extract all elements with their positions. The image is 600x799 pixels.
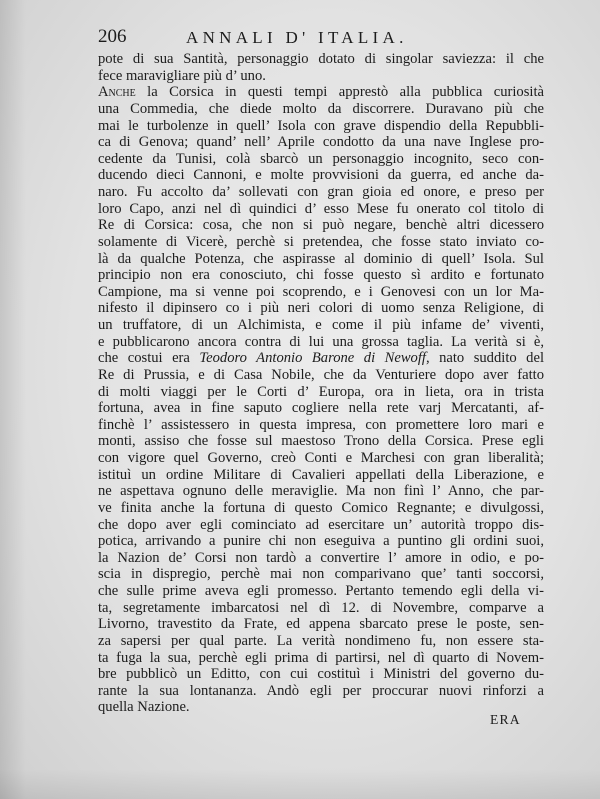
text-line bbox=[98, 683, 544, 700]
text-line bbox=[98, 566, 544, 583]
line-text: Re di Prussia, e di Casa Nobile, che da Venturiere dopo aver fatto bbox=[98, 366, 544, 383]
text-line bbox=[98, 134, 544, 151]
line-text: che dopo aver egli cominciato ad esercitare un’ autorità troppo dis- bbox=[98, 516, 544, 533]
line-text: la Nazion de’ Corsi non tardò a convertire l’ amore in odio, e po- bbox=[98, 549, 544, 566]
text-line bbox=[98, 234, 544, 251]
text-line bbox=[98, 151, 544, 168]
text-line bbox=[98, 417, 544, 434]
paragraph-lead-word: Anche bbox=[98, 84, 136, 101]
text-line bbox=[98, 51, 544, 68]
text-line bbox=[98, 384, 544, 401]
line-text: bre pubblicò un Editto, con cui costituì i Ministri del governo du- bbox=[98, 666, 544, 683]
gutter-shadow bbox=[0, 0, 26, 799]
text-line bbox=[98, 583, 544, 600]
line-text: una Commedia, che diede molto da discorrere. Duravano più che bbox=[98, 100, 544, 117]
line-text: monti, assiso che fosse sul maestoso Trono della Corsica. Prese egli bbox=[98, 433, 544, 450]
line-text: Campione, ma si venne poi scoprendo, e i Genovesi con un lor Ma- bbox=[98, 283, 544, 300]
line-text: loro Capo, anzi nel dì quindici d’ esso Mese fu onerato col titolo di bbox=[98, 200, 544, 217]
line-text: finchè l’ assistessero in questa impresa, con promettere loro mari e bbox=[98, 416, 544, 433]
text-line bbox=[98, 184, 544, 201]
line-text: là da qualche Potenza, che aspirasse al dominio di quell’ Isola. Sul bbox=[98, 250, 544, 267]
text-line bbox=[98, 68, 544, 85]
text-line bbox=[98, 84, 544, 101]
text-line bbox=[98, 666, 544, 683]
text-line bbox=[98, 300, 544, 317]
text-line bbox=[98, 500, 544, 517]
text-line bbox=[98, 367, 544, 384]
line-text: mai le turbolenze in quell’ Isola con grave dispendio della Repubbli- bbox=[98, 117, 544, 134]
line-text: pote di sua Santità, personaggio dotato di singolar saviezza: il che bbox=[98, 51, 544, 67]
text-line bbox=[98, 317, 544, 334]
line-text: la Corsica in questi tempi apprestò alla pubblica curiosità bbox=[135, 84, 544, 101]
catchword: ERA bbox=[490, 712, 521, 727]
page-edge-shadow bbox=[0, 769, 600, 799]
line-text: fortuna, avea in fine saputo cogliere nella rete varj Mercatanti, af- bbox=[98, 400, 544, 417]
line-text: scia in dispregio, perchè mai non comparivano que’ tanti soccorsi, bbox=[98, 566, 544, 583]
text-line bbox=[98, 217, 544, 234]
text-line bbox=[98, 433, 544, 450]
line-text: , nato suddito del bbox=[425, 350, 544, 367]
text-line bbox=[98, 284, 544, 301]
text-line bbox=[98, 201, 544, 218]
line-text: ta, segretamente imbarcatosi nel dì 12. di Novembre, comparve a bbox=[98, 599, 544, 616]
body-text bbox=[98, 51, 544, 716]
text-line bbox=[98, 650, 544, 667]
line-text: istituì un ordine Militare di Cavalieri appellati della Liberazione, e bbox=[98, 466, 544, 483]
line-text: che costui era bbox=[98, 350, 200, 367]
text-line bbox=[98, 616, 544, 633]
line-text: ne aspettava ognuno delle meraviglie. Ma non finì l’ Anno, che par- bbox=[98, 483, 544, 500]
text-line bbox=[98, 633, 544, 650]
line-text: Livorno, travestito da Frate, ed appena sbarcato prese le poste, sen- bbox=[98, 616, 544, 633]
line-text: ca di Genova; quand’ nell’ Aprile condotto da una nave Inglese pro- bbox=[98, 134, 544, 151]
text-line bbox=[98, 699, 544, 716]
text-line bbox=[98, 350, 544, 367]
text-line bbox=[98, 450, 544, 467]
text-line bbox=[98, 118, 544, 135]
text-line bbox=[98, 483, 544, 500]
text-line bbox=[98, 517, 544, 534]
text-line bbox=[98, 101, 544, 118]
line-text: con vigore quel Governo, creò Conti e Marchesi con gran liberalità; bbox=[98, 450, 544, 466]
line-text: ducendo dieci Cannoni, e molte provvisioni da guerra, ed anche da- bbox=[98, 167, 544, 184]
italic-name: Teodoro Antonio Barone di Newoff bbox=[199, 350, 426, 367]
line-text: che sulle prime aveva egli promesso. Pertanto temendo egli della vi- bbox=[98, 583, 544, 599]
line-text: e pubblicarono ancora contra di lui una grossa taglia. La verità si è, bbox=[98, 333, 544, 350]
running-head bbox=[98, 26, 534, 50]
line-text: rante la sua lontananza. Andò egli per proccurar nuovi rinforzi a bbox=[98, 682, 544, 699]
text-line bbox=[98, 467, 544, 484]
line-text: potica, arrivando a punire chi non eseguiva a puntino gli ordini suoi, bbox=[98, 533, 544, 550]
running-title: ANNALI D' ITALIA. bbox=[186, 28, 408, 47]
line-text: un truffatore, di un Alchimista, e come il più infame de’ viventi, bbox=[98, 317, 544, 333]
line-text: za sapersi per qual parte. La verità nondimeno fu, non essere sta- bbox=[98, 632, 544, 649]
line-text: di molti viaggi per le Corti d’ Europa, ora in lieta, ora in trista bbox=[98, 383, 544, 400]
text-line bbox=[98, 550, 544, 567]
line-text: solamente di Vicerè, perchè si pretendea, che fosse stato inviato co- bbox=[98, 233, 544, 250]
text-line bbox=[98, 267, 544, 284]
line-text: fece maravigliare più d’ uno. bbox=[98, 67, 266, 84]
line-text: cedente da Tunisi, colà sbarcò un personaggio incognito, seco con- bbox=[98, 150, 544, 167]
text-line bbox=[98, 400, 544, 417]
text-line bbox=[98, 334, 544, 351]
line-text: naro. Fu accolto da’ sollevati con gran gioia ed onore, e preso per bbox=[98, 184, 544, 200]
line-text: Re di Corsica: cosa, che non si può negare, benchè altri dicessero bbox=[98, 217, 544, 234]
text-line bbox=[98, 533, 544, 550]
line-text: ta fuga la sua, perchè egli prima di partirsi, nel dì quarto di Novem- bbox=[98, 649, 544, 666]
page-number: 206 bbox=[98, 26, 127, 47]
text-line bbox=[98, 167, 544, 184]
text-line bbox=[98, 600, 544, 617]
line-text: principio non era conosciuto, chi fosse questo sì ardito e fortunato bbox=[98, 267, 544, 284]
line-text: ve finita anche la fortuna di questo Comico Regnante; e divulgossi, bbox=[98, 499, 544, 516]
line-text: quella Nazione. bbox=[98, 699, 190, 716]
text-line bbox=[98, 251, 544, 268]
line-text: nifesto il dipinsero co i più neri colori di uomo senza Religione, di bbox=[98, 300, 544, 317]
